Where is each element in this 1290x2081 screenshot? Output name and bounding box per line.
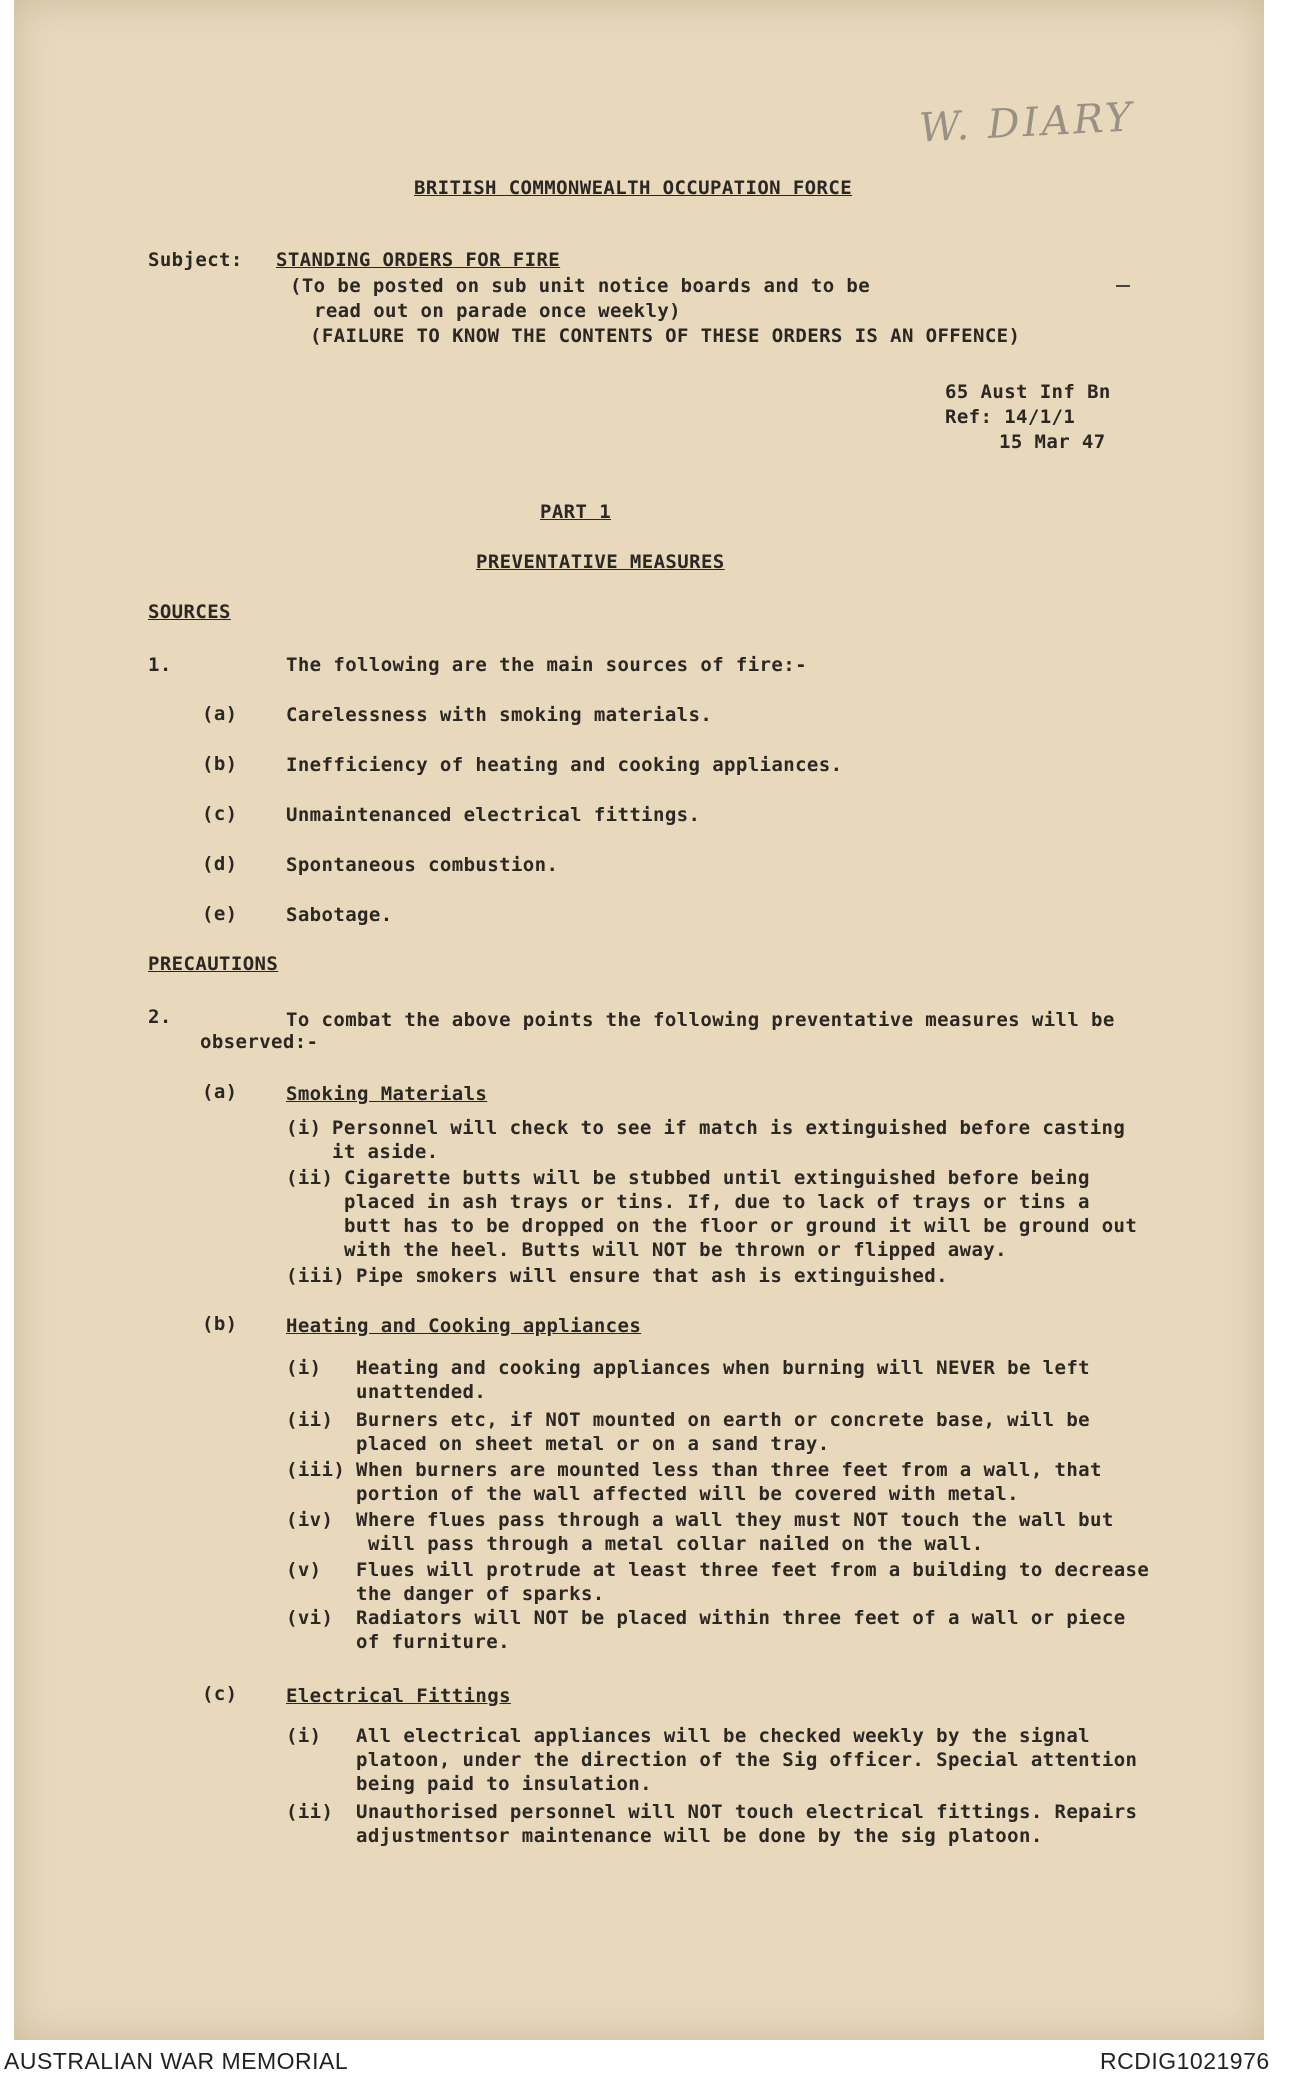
item-text: it aside. <box>332 1141 439 1163</box>
item-number: (iii) <box>286 1265 346 1287</box>
item-text: Heating and cooking appliances when burning will NEVER be left <box>356 1357 1091 1379</box>
item-text: placed in ash trays or tins. If, due to lack of trays or tins a <box>344 1191 1090 1213</box>
item-number: (ii) <box>286 1409 334 1431</box>
item-text: Unauthorised personnel will NOT touch electrical fittings. Repairs <box>356 1801 1138 1823</box>
part-subtitle: PREVENTATIVE MEASURES <box>476 551 725 573</box>
footer-institution: AUSTRALIAN WAR MEMORIAL <box>4 2048 349 2074</box>
subsection-title: Heating and Cooking appliances <box>286 1315 642 1337</box>
item-number: (iii) <box>286 1459 346 1481</box>
subsection-title: Electrical Fittings <box>286 1685 511 1707</box>
subject-note: (FAILURE TO KNOW THE CONTENTS OF THESE ORDERS IS AN OFFENCE) <box>310 325 1021 347</box>
item-text: portion of the wall affected will be covered with metal. <box>356 1483 1019 1505</box>
item-text: adjustmentsor maintenance will be done by the sig platoon. <box>356 1825 1043 1847</box>
document-header: BRITISH COMMONWEALTH OCCUPATION FORCE <box>414 177 853 199</box>
item-number: (i) <box>286 1357 322 1379</box>
unit-name: 65 Aust Inf Bn <box>945 381 1111 403</box>
item-text: Radiators will NOT be placed within three feet of a wall or piece <box>356 1607 1126 1629</box>
item-number: (i) <box>286 1725 322 1747</box>
item-text: Personnel will check to see if match is extinguished before casting <box>332 1117 1126 1139</box>
item-number: (i) <box>286 1117 322 1139</box>
list-item: Unmaintenanced electrical fittings. <box>286 804 701 826</box>
list-item: Sabotage. <box>286 904 393 926</box>
item-text: of furniture. <box>356 1631 510 1653</box>
subsection-letter: (c) <box>202 1683 238 1705</box>
list-letter: (e) <box>202 903 238 925</box>
item-text: being paid to insulation. <box>356 1773 652 1795</box>
part-title: PART 1 <box>540 501 612 523</box>
item-text: Burners etc, if NOT mounted on earth or concrete base, will be <box>356 1409 1091 1431</box>
section-number: 2. <box>148 1006 172 1028</box>
list-letter: (c) <box>202 803 238 825</box>
item-number: (v) <box>286 1559 322 1581</box>
precautions-heading: PRECAUTIONS <box>148 953 279 975</box>
subject-note: (To be posted on sub unit notice boards and to be <box>290 275 871 297</box>
list-letter: (a) <box>202 703 238 725</box>
item-number: (ii) <box>286 1801 334 1823</box>
footer-catalogue-id: RCDIG1021976 <box>1100 2048 1270 2074</box>
precautions-intro: observed:- <box>200 1031 319 1053</box>
item-number: (ii) <box>286 1167 334 1189</box>
unit-ref: Ref: 14/1/1 <box>945 406 1076 428</box>
list-item: Inefficiency of heating and cooking appliances. <box>286 754 843 776</box>
sources-heading: SOURCES <box>148 601 231 623</box>
item-text: with the heel. Butts will NOT be thrown or flipped away. <box>344 1239 1007 1261</box>
item-text: will pass through a metal collar nailed on the wall. <box>368 1533 984 1555</box>
item-text: butt has to be dropped on the floor or ground it will be ground out <box>344 1215 1138 1237</box>
item-text: platoon, under the direction of the Sig officer. Special attention <box>356 1749 1138 1771</box>
item-text: Cigarette butts will be stubbed until extinguished before being <box>344 1167 1090 1189</box>
item-text: Flues will protrude at least three feet from a building to decrease <box>356 1559 1150 1581</box>
list-item: Carelessness with smoking materials. <box>286 704 713 726</box>
list-letter: (d) <box>202 853 238 875</box>
list-item: Spontaneous combustion. <box>286 854 559 876</box>
item-number: (iv) <box>286 1509 334 1531</box>
item-text: Pipe smokers will ensure that ash is extinguished. <box>356 1265 948 1287</box>
subsection-title: Smoking Materials <box>286 1083 488 1105</box>
unit-date: 15 Mar 47 <box>999 431 1106 453</box>
stray-mark <box>1116 285 1130 287</box>
section-number: 1. <box>148 654 172 676</box>
subject-label: Subject: <box>148 249 243 271</box>
subsection-letter: (b) <box>202 1313 238 1335</box>
precautions-intro: To combat the above points the following preventative measures will be <box>286 1009 1115 1031</box>
subject-note: read out on parade once weekly) <box>314 300 682 322</box>
item-text: the danger of sparks. <box>356 1583 605 1605</box>
list-letter: (b) <box>202 753 238 775</box>
sources-intro: The following are the main sources of fire:- <box>286 654 807 676</box>
item-number: (vi) <box>286 1607 334 1629</box>
item-text: Where flues pass through a wall they must NOT touch the wall but <box>356 1509 1114 1531</box>
item-text: placed on sheet metal or on a sand tray. <box>356 1433 830 1455</box>
handwritten-annotation: W. DIARY <box>917 94 1136 152</box>
item-text: All electrical appliances will be checked weekly by the signal <box>356 1725 1091 1747</box>
subject-title: STANDING ORDERS FOR FIRE <box>276 249 561 271</box>
subsection-letter: (a) <box>202 1081 238 1103</box>
item-text: When burners are mounted less than three feet from a wall, that <box>356 1459 1102 1481</box>
document-page <box>14 0 1264 2040</box>
item-text: unattended. <box>356 1381 487 1403</box>
